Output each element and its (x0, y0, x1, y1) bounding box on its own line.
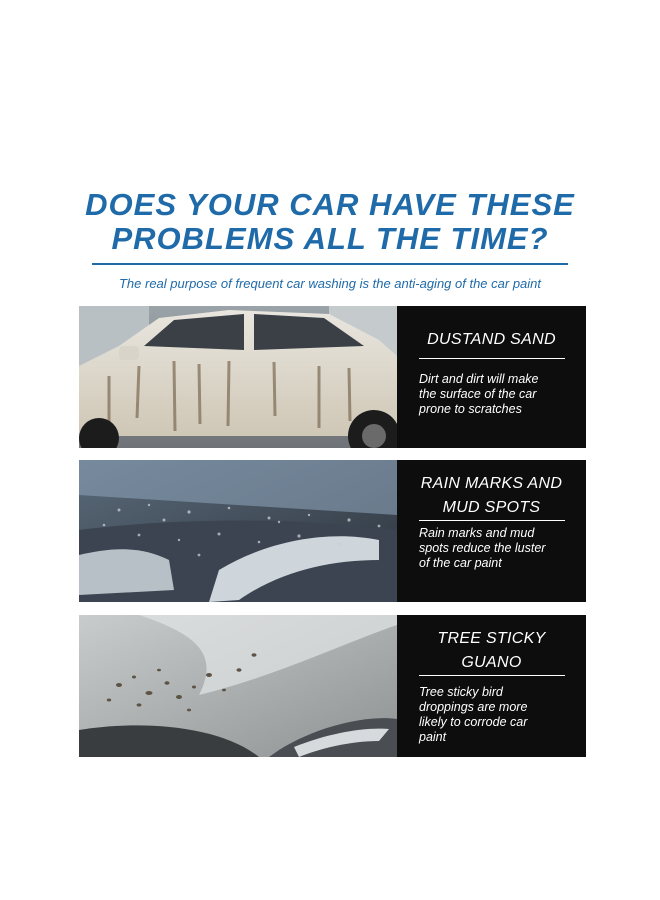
dirty-car-side-photo (79, 306, 397, 448)
problem-info-box (397, 615, 586, 757)
problem-title-line: TREE STICKY (437, 630, 546, 647)
bird-droppings-hood-photo (79, 615, 397, 757)
problem-description-line: of the car paint (419, 556, 502, 570)
rain-spotted-hood-photo (79, 460, 397, 602)
subtitle: The real purpose of frequent car washing is the anti-aging of the car paint (118, 276, 542, 291)
problem-title-line: RAIN MARKS AND (420, 475, 563, 492)
problem-info-box (397, 460, 586, 602)
headline (0, 188, 660, 256)
title-divider (419, 520, 565, 521)
problem-description-line: Tree sticky bird (419, 685, 503, 699)
problem-description-line: paint (419, 730, 447, 744)
problem-description-line: droppings are more (419, 700, 528, 714)
headline-line-1: DOES YOUR CAR HAVE THESE (85, 187, 575, 222)
problem-title-line: GUANO (461, 654, 522, 671)
problem-description-line: the surface of the car (419, 387, 537, 401)
problem-description-line: prone to scratches (419, 402, 522, 416)
problem-description-line: likely to corrode car (419, 715, 528, 729)
problem-description (419, 526, 576, 571)
problem-title (405, 472, 578, 520)
headline-line-2: PROBLEMS ALL THE TIME? (111, 221, 549, 256)
problem-panel-rain-marks (79, 460, 586, 602)
headline-divider (92, 263, 568, 265)
problem-description-line: spots reduce the luster (419, 541, 546, 555)
problem-description (419, 685, 576, 745)
problem-description-line: Dirt and dirt will make (419, 372, 539, 386)
problem-panel-bird-droppings (79, 615, 586, 757)
problem-description-line: Rain marks and mud (419, 526, 535, 540)
problem-panel-dust (79, 306, 586, 448)
problem-title (405, 328, 578, 352)
title-divider (419, 675, 565, 676)
problem-description (419, 372, 576, 417)
problem-title-line: DUSTAND SAND (427, 331, 556, 348)
problem-info-box (397, 306, 586, 448)
title-divider (419, 358, 565, 359)
problem-title-line: MUD SPOTS (442, 499, 541, 516)
problem-title (405, 627, 578, 675)
